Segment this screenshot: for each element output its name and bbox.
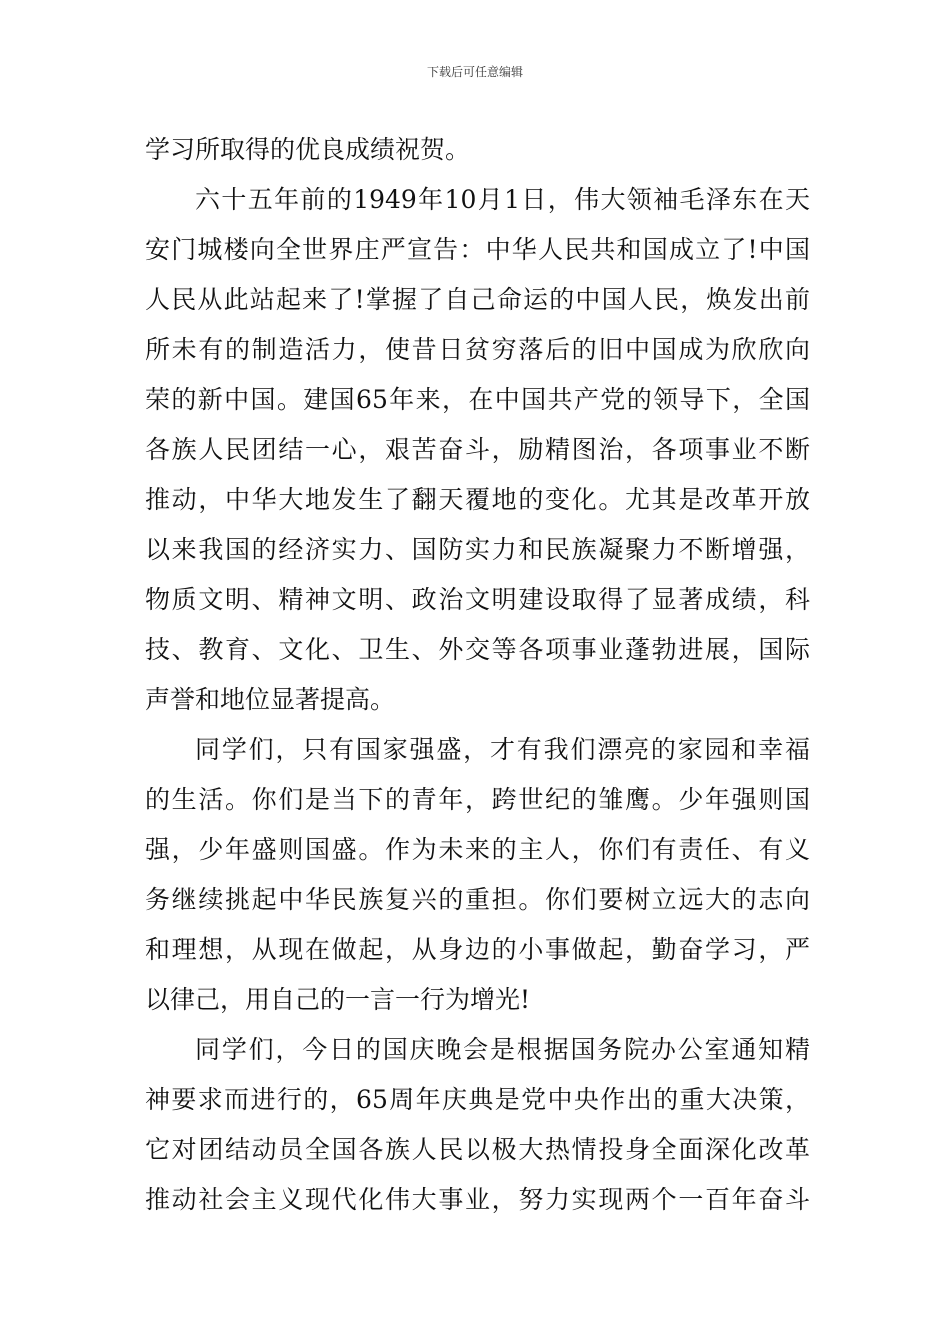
text-line: 和理想，从现在做起，从身边的小事做起，勤奋学习，严 bbox=[145, 935, 810, 964]
text-line: 荣的新中国。建国65年来，在中国共产党的领导下，全国 bbox=[145, 385, 810, 414]
text-line: 推动，中华大地发生了翻天覆地的变化。尤其是改革开放 bbox=[145, 485, 810, 514]
text-line: 声誉和地位显著提高。 bbox=[145, 685, 396, 714]
text-line: 的生活。你们是当下的青年，跨世纪的雏鹰。少年强则国 bbox=[145, 785, 810, 814]
text-line: 学习所取得的优良成绩祝贺。 bbox=[145, 135, 471, 164]
text-line: 神要求而进行的，65周年庆典是党中央作出的重大决策， bbox=[145, 1085, 810, 1114]
text-line: 技、教育、文化、卫生、外交等各项事业蓬勃进展，国际 bbox=[145, 635, 810, 664]
page-header: 下载后可任意编辑 bbox=[426, 65, 523, 79]
text-line: 同学们，今日的国庆晚会是根据国务院办公室通知精 bbox=[195, 1035, 810, 1064]
text-line: 强，少年盛则国盛。作为未来的主人，你们有责任、有义 bbox=[145, 835, 810, 864]
text-line: 六十五年前的1949年10月1日，伟大领袖毛泽东在天 bbox=[195, 185, 810, 214]
text-line: 人民从此站起来了!掌握了自己命运的中国人民，焕发出前 bbox=[145, 285, 810, 314]
text-line: 物质文明、精神文明、政治文明建设取得了显著成绩，科 bbox=[145, 585, 810, 614]
text-line: 所未有的制造活力，使昔日贫穷落后的旧中国成为欣欣向 bbox=[145, 335, 810, 364]
text-line: 它对团结动员全国各族人民以极大热情投身全面深化改革 bbox=[145, 1135, 810, 1164]
text-line: 务继续挑起中华民族复兴的重担。你们要树立远大的志向 bbox=[145, 885, 810, 914]
text-line: 推动社会主义现代化伟大事业，努力实现两个一百年奋斗 bbox=[145, 1185, 810, 1214]
text-line: 同学们，只有国家强盛，才有我们漂亮的家园和幸福 bbox=[195, 735, 810, 764]
text-line: 以来我国的经济实力、国防实力和民族凝聚力不断增强， bbox=[145, 535, 810, 564]
text-line: 安门城楼向全世界庄严宣告：中华人民共和国成立了!中国 bbox=[145, 235, 810, 264]
text-line: 以律己，用自己的一言一行为增光! bbox=[145, 985, 531, 1014]
text-line: 各族人民团结一心，艰苦奋斗，励精图治，各项事业不断 bbox=[145, 435, 810, 464]
